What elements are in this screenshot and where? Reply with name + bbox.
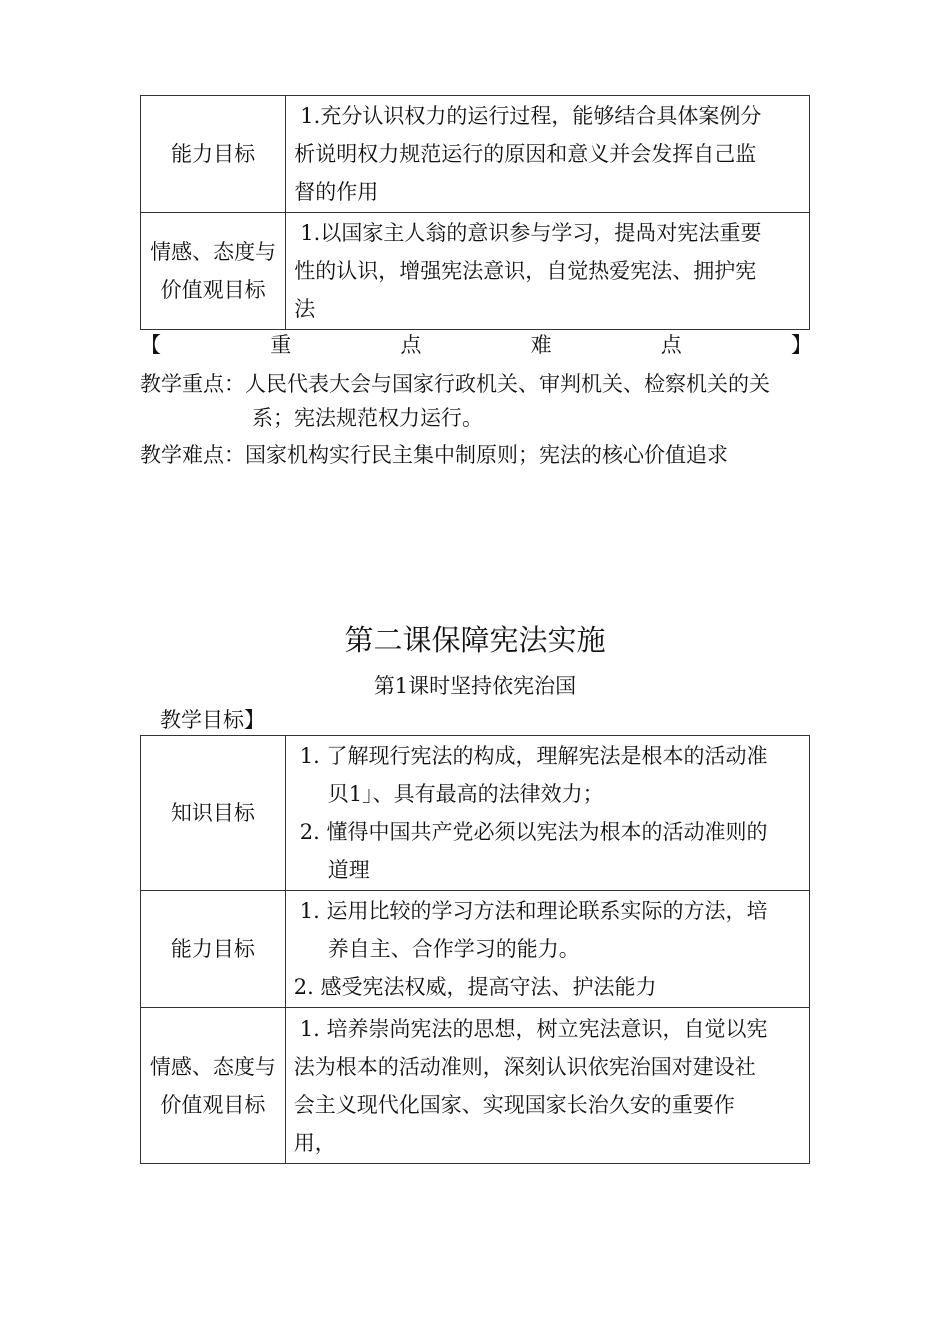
content-line: 法为根本的活动准则，深刻认识依宪治国对建设社 xyxy=(293,1054,756,1079)
content-line: 1.充分认识权力的运行过程，能够结合具体案例分 xyxy=(300,104,762,128)
teaching-focus-cont xyxy=(252,400,483,436)
row-label-attitude xyxy=(141,1008,286,1164)
focus-label: 教学重点： xyxy=(140,372,245,396)
focus-text-line1: 人民代表大会与国家行政机关、审判机关、检察机关的关 xyxy=(245,372,770,396)
content-line: 析说明权力规范运行的原因和意义并会发挥自己监 xyxy=(294,142,757,166)
content-line: 2. 懂得中国共产党必须以宪法为根本的活动准则的 xyxy=(299,820,768,844)
row-label-knowledge: 知识目标 xyxy=(141,736,286,891)
row-label-ability: 能力目标 xyxy=(141,891,286,1008)
key-points-heading xyxy=(140,326,812,362)
teaching-difficulty xyxy=(140,437,728,473)
label-line: 情感、态度与 xyxy=(150,240,277,264)
content-line: 性的认识，增强宪法意识，自觉热爱宪法、拥护宪 xyxy=(294,259,757,283)
focus-text-line2: 系；宪法规范权力运行。 xyxy=(252,406,483,430)
row-content-attitude xyxy=(285,1008,809,1164)
label-line: 价值观目标 xyxy=(160,1092,266,1117)
difficulty-label: 教学难点： xyxy=(140,443,245,467)
heading-char: 点 xyxy=(400,333,422,357)
difficulty-text: 国家机构实行民主集中制原则；宪法的核心价值追求 xyxy=(245,443,728,467)
row-content-ability xyxy=(286,96,810,213)
row-content-attitude xyxy=(286,213,810,330)
content-line: 用， xyxy=(293,1130,336,1155)
content-line: 道理 xyxy=(327,858,370,882)
objectives-heading: 教学目标】 xyxy=(160,708,265,732)
teaching-focus xyxy=(140,366,770,402)
heading-char: 点 xyxy=(660,333,682,357)
row-label-attitude xyxy=(141,213,286,330)
content-line: 2. 感受宪法权威，提高守法、护法能力 xyxy=(293,975,657,999)
lesson-subtitle: 第1课时坚持依宪治国 xyxy=(373,674,577,698)
content-line: 1. 了解现行宪法的构成，理解宪法是根本的活动准 xyxy=(299,744,768,768)
content-line: 贝1」、具有最高的法律效力； xyxy=(327,782,604,806)
label-line: 情感、态度与 xyxy=(149,1054,276,1079)
label-line: 能力目标 xyxy=(171,142,256,166)
table-row xyxy=(141,736,810,891)
table-row xyxy=(141,1008,810,1164)
heading-char: 】 xyxy=(790,333,812,357)
table-row xyxy=(141,213,810,330)
label-line: 价值观目标 xyxy=(160,278,266,302)
heading-char: 重 xyxy=(270,333,292,357)
table-row xyxy=(141,891,810,1008)
lesson-title: 第二课保障宪法实施 xyxy=(344,623,606,657)
heading-char: 【 xyxy=(140,333,161,357)
table-row xyxy=(141,96,810,213)
row-label-ability xyxy=(141,96,286,213)
content-line: 法 xyxy=(294,297,316,321)
content-line: 1.以国家主人翁的意识参与学习，提咼对宪法重要 xyxy=(300,221,762,245)
content-line: 1. 培养崇尚宪法的思想，树立宪法意识，自觉以宪 xyxy=(299,1016,768,1041)
content-line: 1. 运用比较的学习方法和理论联系实际的方法，培 xyxy=(299,899,768,923)
row-content-ability xyxy=(285,891,809,1008)
heading-char: 难 xyxy=(530,333,552,357)
objectives-table-upper xyxy=(140,95,810,330)
content-line: 督的作用 xyxy=(294,180,379,204)
content-line: 养自主、合作学习的能力。 xyxy=(327,937,580,961)
row-content-knowledge xyxy=(285,736,809,891)
content-line: 会主义现代化国家、实现国家长治久安的重要作 xyxy=(293,1092,735,1117)
objectives-table-lower xyxy=(140,735,810,1164)
